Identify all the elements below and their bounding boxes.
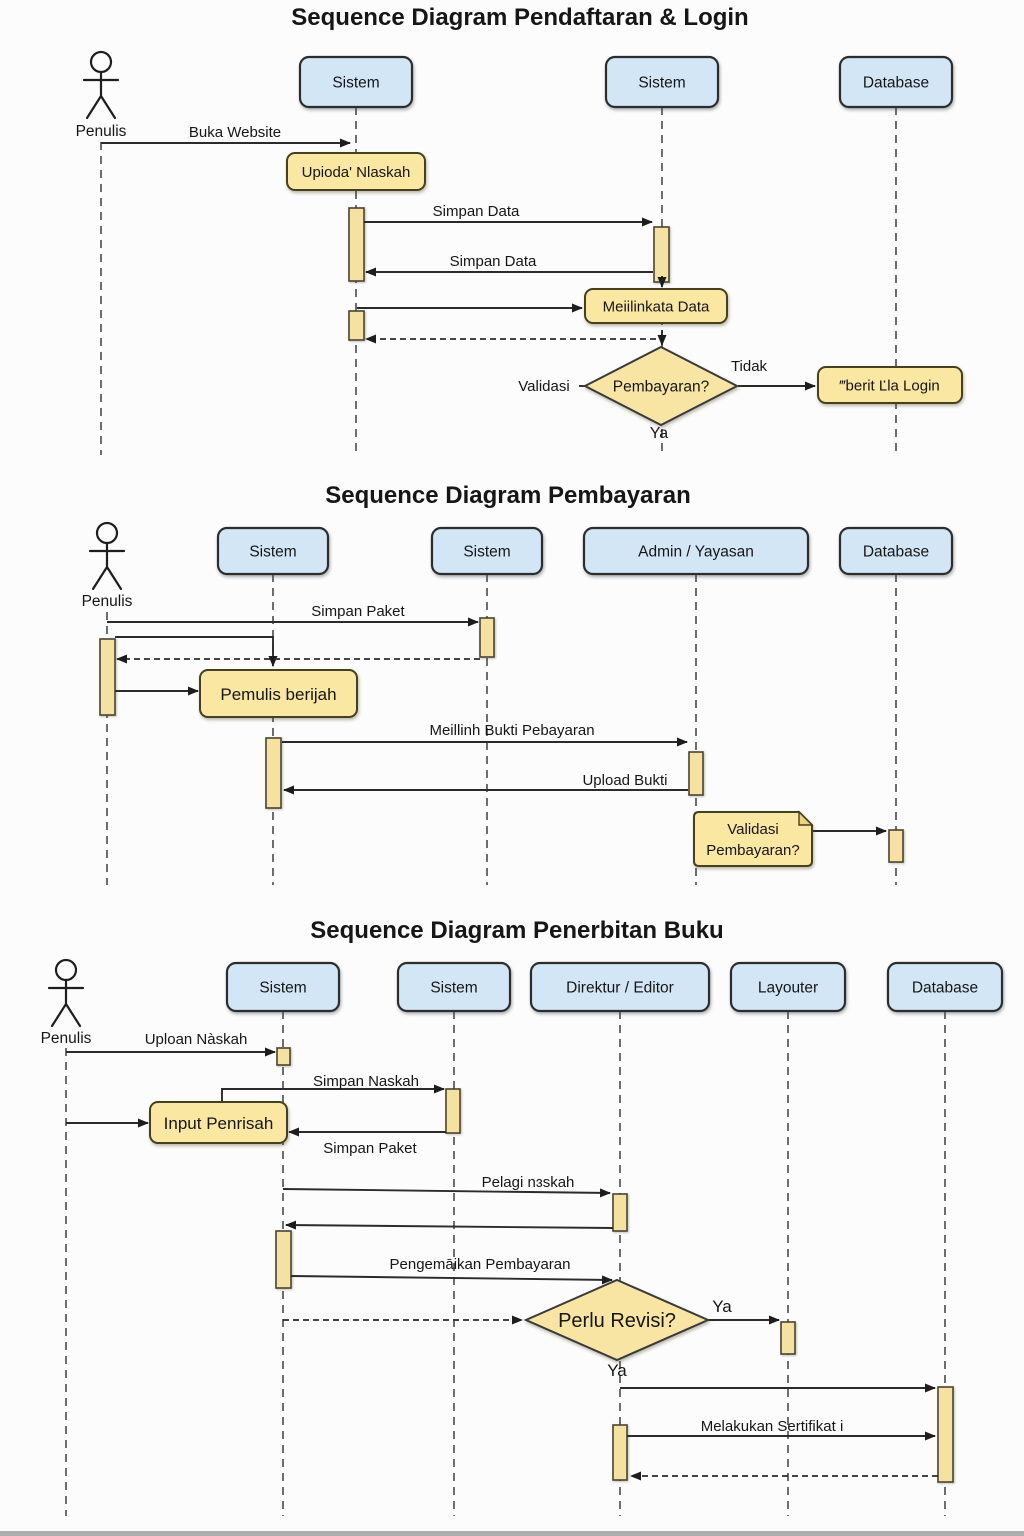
note-label: Input Penrisah — [163, 1114, 274, 1133]
message-label: Pelagi nɜskah — [481, 1174, 575, 1191]
participant-label: Database — [862, 74, 930, 92]
message-arrow — [222, 1089, 444, 1101]
activation-bar — [100, 639, 115, 715]
message-label: Simpan Naskah — [313, 1073, 419, 1090]
participant-label: Sistem — [332, 74, 380, 92]
message-arrow — [286, 1225, 613, 1228]
activation-bar — [781, 1322, 795, 1354]
participant-label: Database — [862, 543, 930, 561]
message-label: Ya — [649, 425, 669, 442]
activation-bar — [613, 1425, 627, 1480]
actor-body — [84, 72, 118, 118]
note-label: ‴berit Ľla Login — [840, 377, 940, 395]
message-label: Simpan Data — [449, 253, 537, 270]
bottom-edge-strip — [0, 1531, 1024, 1536]
activation-bar — [889, 830, 903, 862]
message-label: Melakukan Sertifikat i — [700, 1418, 844, 1435]
activation-bar — [654, 227, 669, 282]
message-label: Ya — [712, 1297, 732, 1316]
decision-label: Perlu Revisi? — [558, 1310, 676, 1332]
message-label: Uploan Nàskah — [144, 1031, 248, 1048]
diagram-title: Sequence Diagram Pembayaran — [325, 482, 691, 509]
actor-figure — [49, 960, 83, 1026]
message-label: Meillinh Bukti Pebayaran — [429, 722, 595, 739]
participant-label: Sistem — [249, 543, 297, 561]
message-arrow — [115, 637, 273, 666]
note-label: Pemulis berijah — [220, 685, 337, 704]
message-label: Validasi — [518, 378, 570, 395]
participant-label: Sistem — [638, 74, 686, 92]
activation-bar — [266, 738, 281, 808]
actor-head — [56, 960, 76, 980]
activation-bar — [938, 1387, 953, 1482]
message-label: Ya — [607, 1361, 627, 1380]
actor-body — [90, 543, 124, 589]
activation-bar — [480, 618, 494, 657]
actor-label: Penulis — [40, 1030, 92, 1047]
activation-bar — [689, 752, 703, 795]
message-label: Simpan Paket — [311, 603, 405, 620]
note-fold-corner — [799, 812, 812, 825]
actor-head — [97, 523, 117, 543]
activation-bar — [349, 311, 364, 340]
message-label: Simpan Paket — [323, 1140, 417, 1157]
message-label: Pengemāikan Pembayaran — [389, 1256, 571, 1273]
note-label: Validasi — [727, 821, 779, 838]
activation-bar — [349, 208, 364, 281]
activation-bar — [276, 1231, 291, 1288]
participant-label: Database — [911, 979, 979, 997]
actor-figure — [84, 52, 118, 118]
participant-label: Admin / Yayasan — [638, 543, 754, 561]
activation-bar — [446, 1089, 460, 1133]
message-label: Tidak — [730, 358, 768, 375]
message-label: Upload Bukti — [582, 772, 668, 789]
actor-figure — [90, 523, 124, 589]
actor-body — [49, 980, 83, 1026]
participant-label: Direktur / Editor — [566, 979, 674, 997]
activation-bar — [613, 1194, 627, 1231]
diagram-title: Sequence Diagram Penerbitan Buku — [310, 917, 724, 944]
participant-label: Sistem — [259, 979, 307, 997]
participant-label: Layouter — [757, 979, 819, 997]
message-label: Buka Website — [188, 124, 282, 141]
diagram-title: Sequence Diagram Pendaftaran & Login — [291, 4, 749, 31]
message-label: Simpan Data — [432, 203, 520, 220]
actor-label: Penulis — [75, 123, 127, 140]
activation-bar — [277, 1048, 290, 1065]
note-label: Meiilinkata Data — [602, 298, 710, 316]
note-label: Pembayaran? — [706, 842, 800, 859]
actor-label: Penulis — [81, 593, 133, 610]
message-arrow — [291, 1276, 612, 1280]
participant-label: Sistem — [463, 543, 511, 561]
actor-head — [91, 52, 111, 72]
participant-label: Sistem — [430, 979, 478, 997]
decision-label: Pembayaran? — [612, 378, 710, 396]
note-label: Upioda' Nlaskah — [301, 164, 411, 181]
